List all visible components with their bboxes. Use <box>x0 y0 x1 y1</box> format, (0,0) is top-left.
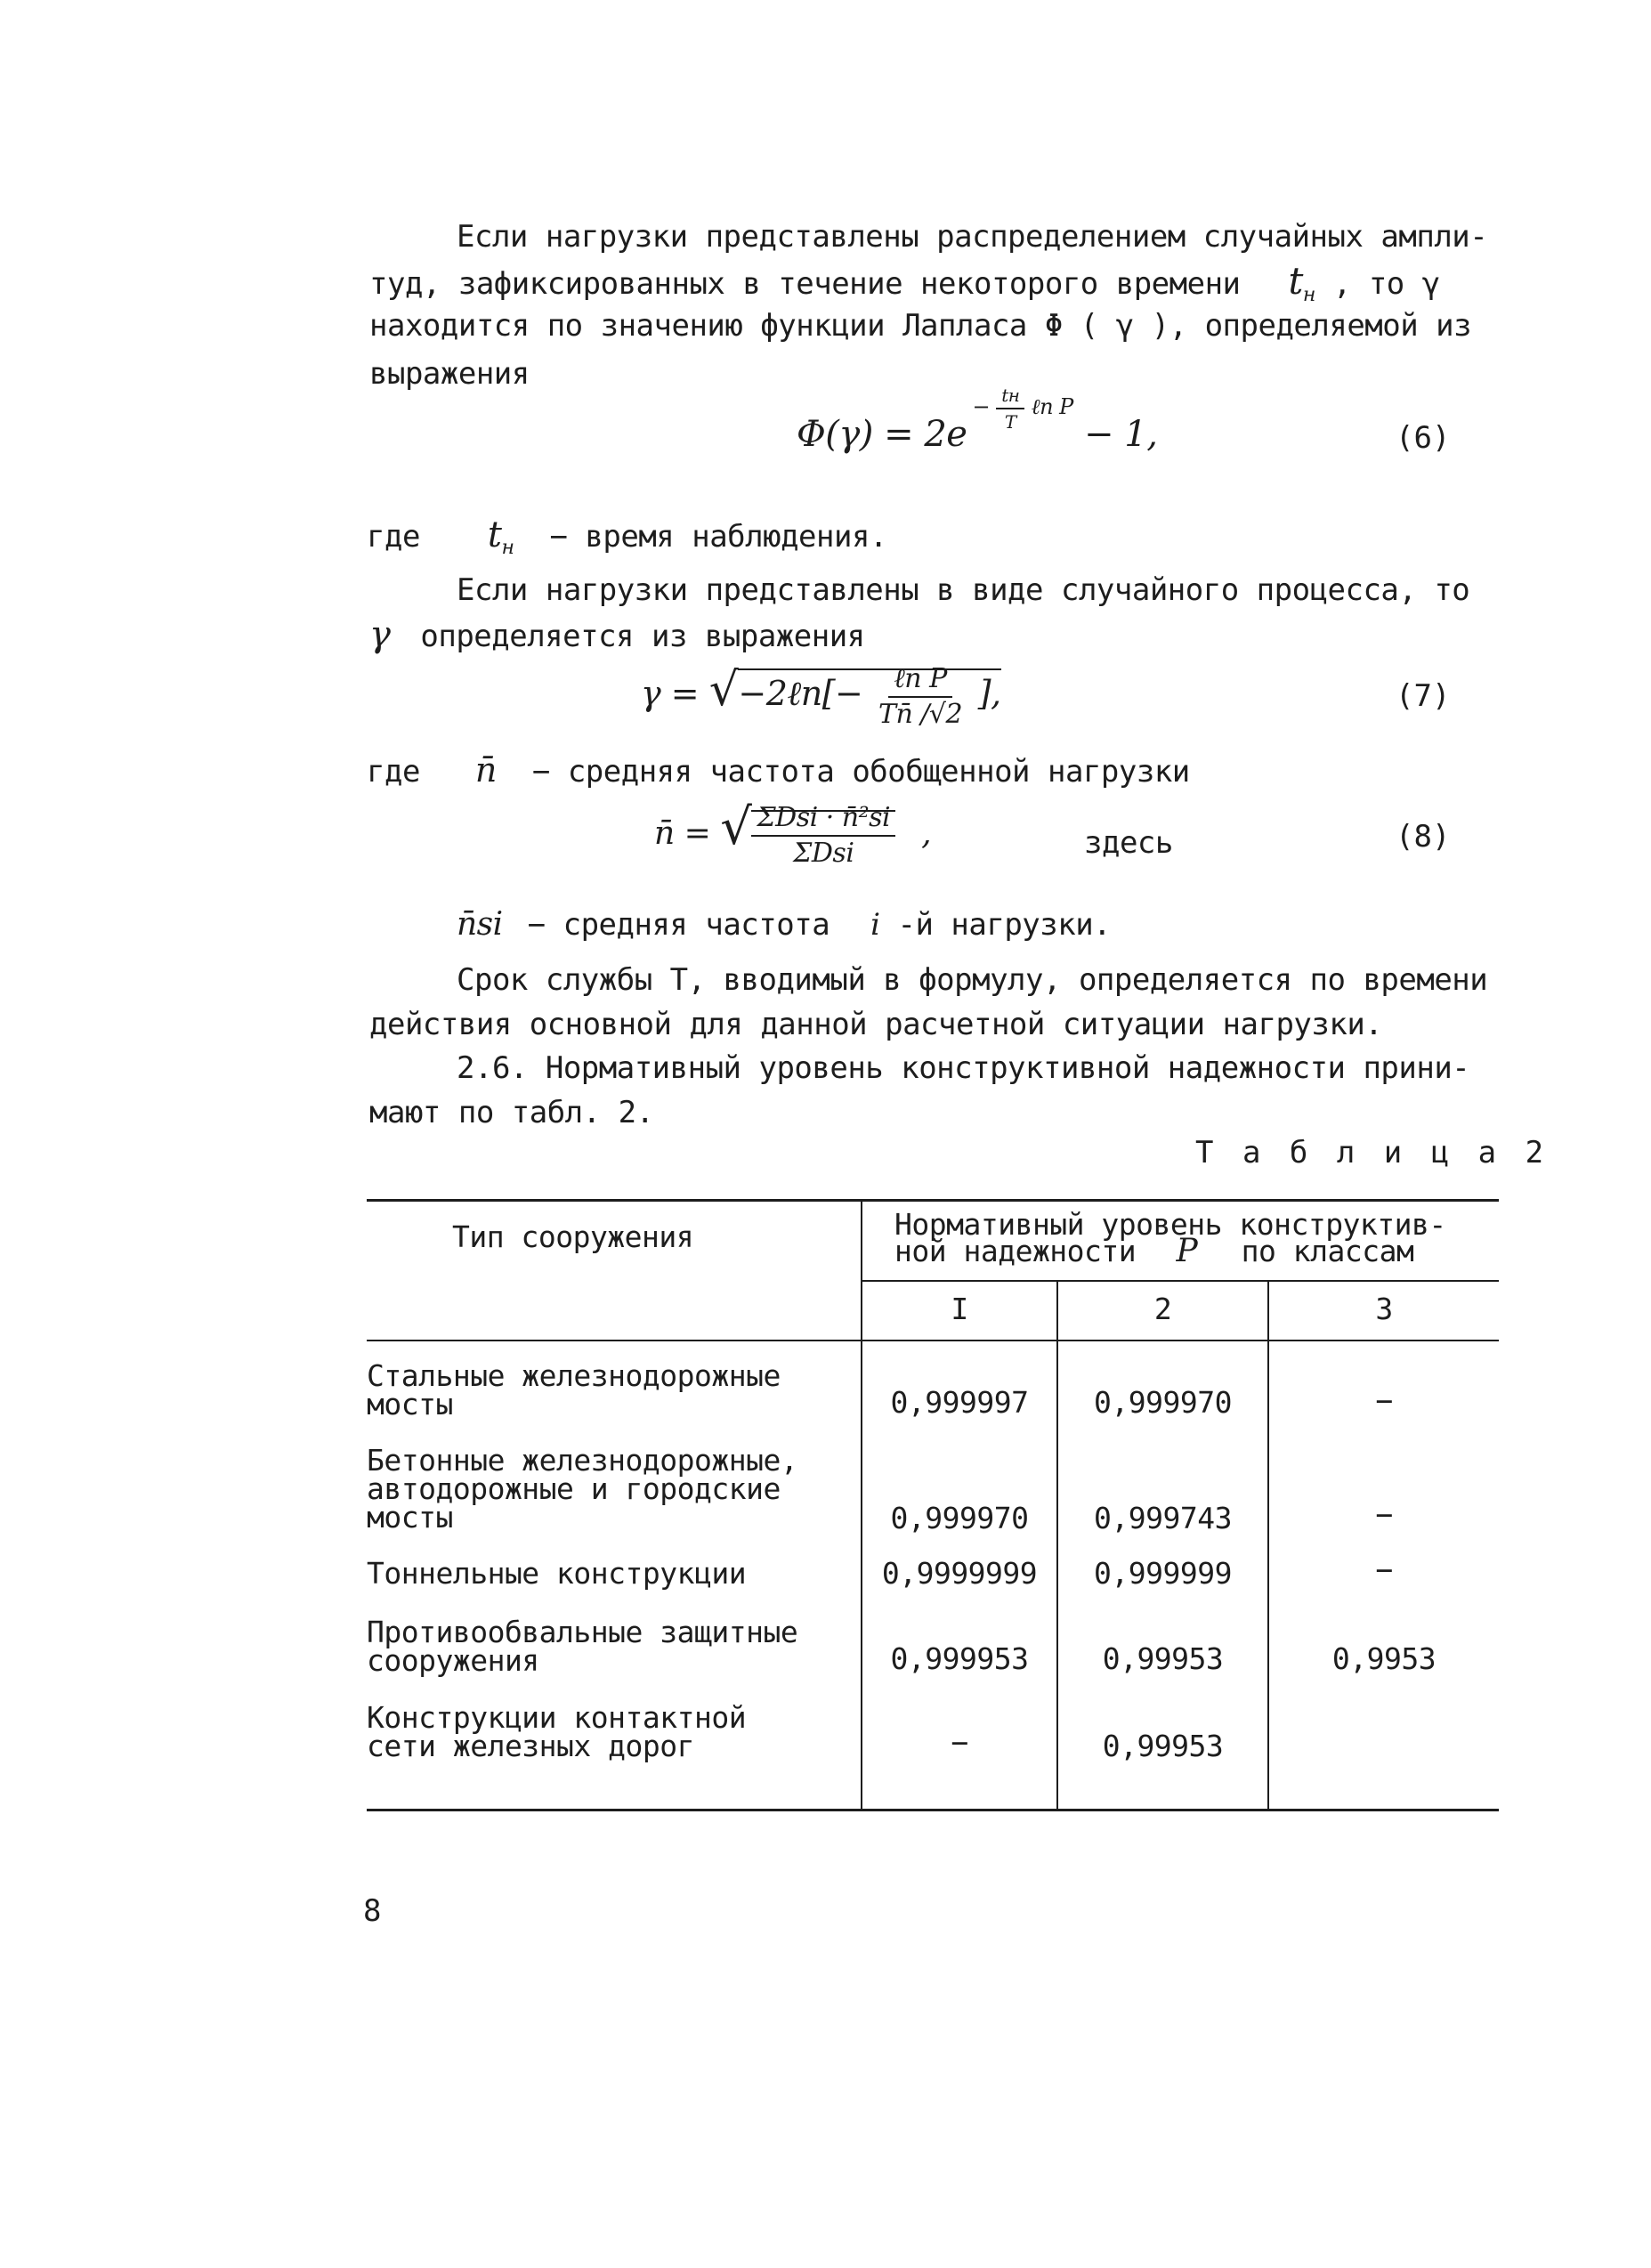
intro-line-2-tail: , то γ <box>1332 266 1440 302</box>
eq8-here: здесь <box>1084 825 1173 861</box>
eq7-inner: −2ℓn[− <box>738 674 863 713</box>
eq6-exp-tail: ℓn P <box>1031 394 1073 419</box>
table-row-5-name-line-2: сети железных дорог <box>367 1729 694 1763</box>
table-header-level-text-a: ной надежности <box>894 1234 1137 1268</box>
eq7-lhs: γ = <box>641 674 700 713</box>
table-row-5-value-2: 0,99953 <box>1102 1729 1224 1763</box>
table-header-type: Тип сооружения <box>452 1219 694 1254</box>
table-row-4-name-line-2: сооружения <box>367 1643 539 1678</box>
where-1-var: t <box>487 514 502 555</box>
random-process-line-2 <box>369 614 865 657</box>
table-bottom-rule <box>367 1809 1499 1811</box>
table-header-level-line-1: Нормативный уровень конструктив- <box>894 1207 1446 1242</box>
eq7-close: ], <box>977 674 1001 713</box>
where-1-text: − время наблюдения. <box>549 519 887 555</box>
table-row-1-value-3: − <box>1375 1383 1393 1418</box>
nsi-text-a: − средняя частота <box>527 907 830 943</box>
eq7-num: ℓn P <box>888 666 952 698</box>
table-class-3: 3 <box>1375 1292 1393 1326</box>
table-row-3-value-1: 0,9999999 <box>881 1556 1038 1591</box>
section-2-6-line-2: мают по табл. 2. <box>369 1095 654 1130</box>
eq8-num: ΣDsi · n̄²si <box>751 805 895 837</box>
intro-line-2-text: туд, зафиксированных в течение некоторого времени <box>369 266 1241 302</box>
equation-8-number: (8) <box>1396 819 1451 855</box>
eq6-lhs: Φ(γ) = 2e <box>797 414 967 455</box>
table-row-2-value-2: 0,999743 <box>1094 1501 1232 1535</box>
where-2-label: где <box>367 754 420 790</box>
intro-line-1: Если нагрузки представлены распределением случайных ампли- <box>457 219 1488 255</box>
table-header-bottom-rule <box>367 1340 1499 1341</box>
where-2-text: − средняя частота обобщенной нагрузки <box>531 754 1190 790</box>
where-2-var: n̄ <box>474 750 497 790</box>
service-life-line-2: действия основной для данной расчетной ситуации нагрузки. <box>369 1007 1383 1042</box>
table-row-5-value-1: − <box>951 1725 968 1760</box>
table-row-2-name-line-1: Бетонные железнодорожные, <box>367 1443 798 1478</box>
table-row-4-value-2: 0,99953 <box>1102 1641 1224 1676</box>
table-row-1-name-line-1: Стальные железнодорожные <box>367 1358 781 1393</box>
intro-line-3: находится по значению функции Лапласа Φ ( γ ), определяемой из <box>369 308 1472 344</box>
table-row-2-value-3: − <box>1375 1497 1393 1532</box>
where-1-label: где <box>367 519 420 555</box>
table-row-3-name-line-1: Тоннельные конструкции <box>367 1556 747 1591</box>
table-class-2: 2 <box>1153 1292 1172 1326</box>
service-life-line-1: Срок службы Т, вводимый в формулу, определяется по времени <box>457 962 1488 998</box>
nsi-var: n̄si <box>457 906 503 943</box>
var-t: t <box>1288 259 1303 303</box>
page-number: 8 <box>363 1893 381 1929</box>
eq7-den: Tn̄ /√2 <box>878 698 963 730</box>
equation-8 <box>654 798 932 869</box>
eq8-comma: , <box>921 815 932 852</box>
table-caption: Т а б л и ц а 2 <box>1195 1135 1550 1170</box>
table-row-4-value-3: 0,9953 <box>1331 1641 1437 1676</box>
equation-7-number: (7) <box>1396 678 1451 714</box>
sqrt-icon: √ <box>720 798 752 856</box>
equation-6-number: (6) <box>1396 420 1451 456</box>
equation-7 <box>641 663 1001 728</box>
nsi-var-i: i <box>870 907 880 943</box>
eq6-tail: − 1, <box>1084 414 1158 455</box>
table-row-2-value-1: 0,999970 <box>890 1501 1029 1535</box>
table-top-rule <box>367 1199 1499 1202</box>
table-header-mid-rule <box>862 1280 1499 1282</box>
table-divider-3 <box>1267 1280 1269 1811</box>
where-1 <box>367 514 887 569</box>
random-process-line-1: Если нагрузки представлены в виде случайного процесса, то <box>457 572 1470 608</box>
eq6-exp-num: tн <box>996 386 1024 409</box>
table-row-1-value-2: 0,999970 <box>1094 1385 1232 1420</box>
sqrt-icon: √ <box>708 663 739 717</box>
table-class-1: I <box>951 1292 968 1326</box>
table-row-4-name-line-1: Противообвальные защитные <box>367 1615 798 1649</box>
table-row-1-value-1: 0,999997 <box>890 1385 1029 1420</box>
nsi-line <box>457 904 1111 945</box>
intro-line-4: выражения <box>369 356 530 392</box>
table-row-2-name-line-3: мосты <box>367 1500 453 1535</box>
table-row-5-name-line-1: Конструкции контактной <box>367 1700 747 1735</box>
eq8-radicand <box>751 802 895 869</box>
random-process-var: γ <box>369 614 391 655</box>
section-2-6-line-1: 2.6. Нормативный уровень конструктивной надежности прини- <box>457 1050 1470 1086</box>
eq8-den: ΣDsi <box>793 838 854 869</box>
nsi-text-b: -й нагрузки. <box>897 907 1112 943</box>
eq6-exponent: − tн T ℓn P <box>972 384 1073 433</box>
table-row-3-value-2: 0,999999 <box>1094 1556 1232 1591</box>
where-2 <box>367 749 1190 792</box>
table-row-1-name-line-2: мосты <box>367 1387 453 1422</box>
table-header-level-var: P <box>1176 1233 1198 1269</box>
var-t-sub: н <box>1302 283 1315 306</box>
eq7-radicand <box>738 662 1001 730</box>
where-1-sub: н <box>501 536 514 559</box>
table-header-level-line-2 <box>894 1233 1414 1269</box>
table-row-4-value-1: 0,999953 <box>890 1641 1029 1676</box>
eq6-exp-den: T <box>1004 410 1016 433</box>
table-header-level-text-b: по классам <box>1241 1234 1414 1268</box>
table-row-3-value-3: − <box>1375 1552 1393 1587</box>
eq8-lhs: n̄ = <box>654 815 711 852</box>
table-row-2-name-line-2: автодорожные и городские <box>367 1471 781 1506</box>
random-process-text: определяется из выражения <box>420 619 865 654</box>
